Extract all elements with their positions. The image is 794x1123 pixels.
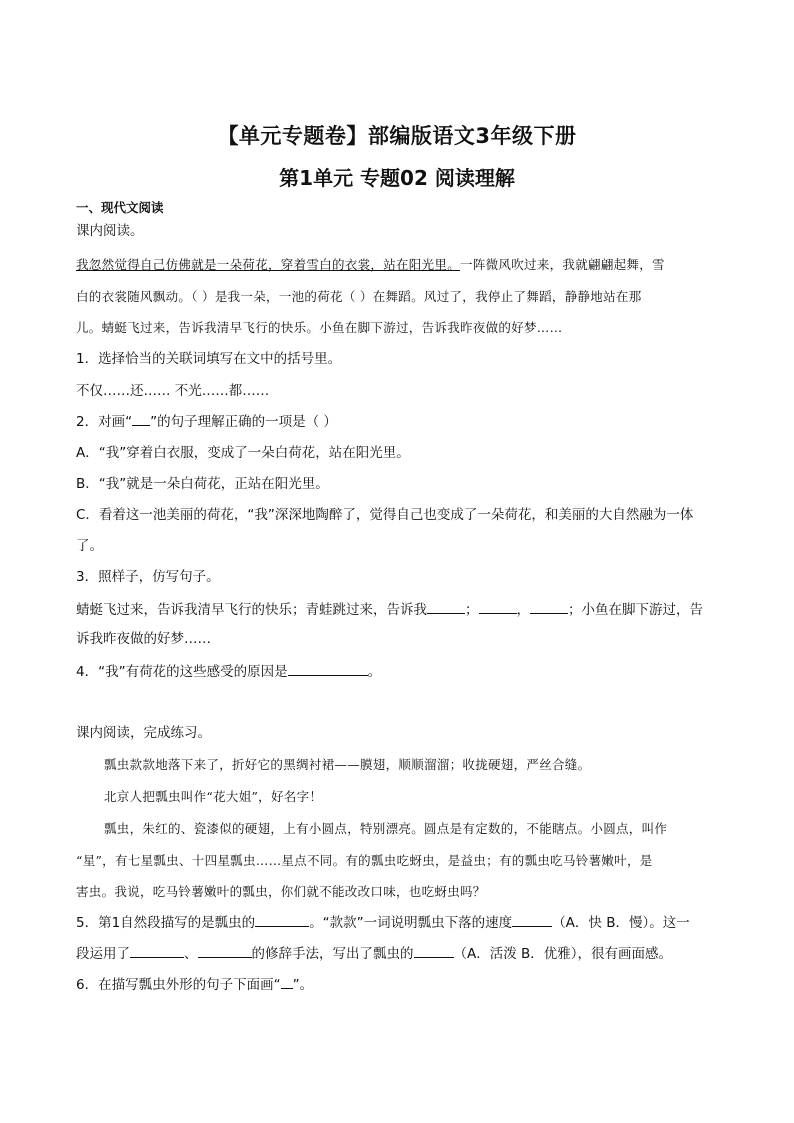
underline-mark <box>132 412 150 426</box>
section-heading: 一、现代文阅读 <box>76 200 164 215</box>
answer-blank[interactable] <box>198 944 252 958</box>
question-2: 2．对画“ ”的句子理解正确的一项是（ ） <box>76 414 337 430</box>
passage-line-3: 儿。蜻蜓飞过来，告诉我清早飞行的快乐。小鱼在脚下游过，告诉我昨夜做的好梦…… <box>76 320 563 335</box>
page-title: 【单元专题卷】部编版语文3年级下册 <box>217 124 577 148</box>
question-3-line-1: 蜻蜓飞过来，告诉我清早飞行的快乐；青蛙跳过来，告诉我 ； ， ；小鱼在脚下游过，告 <box>76 602 703 618</box>
passage2-para-1: 瓢虫款款地落下来了，折好它的黑绸衬裙——膜翅，顺顺溜溜；收拢硬翅，严丝合缝。 <box>104 757 591 772</box>
answer-blank[interactable] <box>255 913 309 927</box>
page-subtitle: 第1单元 专题02 阅读理解 <box>279 166 515 190</box>
question-6: 6．在描写瓢虫外形的句子下面画“ ”。 <box>76 977 314 993</box>
answer-blank[interactable] <box>414 944 454 958</box>
passage2-para-3-line-1: 瓢虫，朱红的、瓷漆似的硬翅，上有小圆点，特别漂亮。圆点是有定数的，不能瞎点。小圆点，叫作 <box>104 821 668 836</box>
reading-intro-2: 课内阅读，完成练习。 <box>76 725 211 741</box>
question-2-option-a: A．“我”穿着白衣服，变成了一朵白荷花，站在阳光里。 <box>76 445 410 461</box>
answer-blank[interactable] <box>479 600 517 614</box>
underlined-sentence: 我忽然觉得自己仿佛就是一朵荷花，穿着雪白的衣裳，站在阳光里。 <box>76 257 461 272</box>
answer-blank[interactable] <box>530 600 568 614</box>
question-3: 3．照样子，仿写句子。 <box>76 569 220 585</box>
question-1-options: 不仅……还…… 不光……都…… <box>76 383 270 399</box>
passage-line-1 <box>76 256 665 274</box>
question-2-option-c: C．看着这一池美丽的荷花，“我”深深地陶醉了，觉得自己也变成了一朵荷花，和美丽的大自然融为一体 <box>76 507 694 523</box>
passage2-para-3-line-2: “星”，有七星瓢虫、十四星瓢虫……星点不同。有的瓢虫吃蚜虫，是益虫；有的瓢虫吃马铃薯嫩叶，是 <box>76 853 653 868</box>
question-4: 4．“我”有荷花的这些感受的原因是 。 <box>76 664 382 680</box>
passage-line-1-rest: 一阵微风吹过来，我就翩翩起舞，雪 <box>460 257 665 272</box>
passage2-para-3-line-3: 害虫。我说，吃马铃薯嫩叶的瓢虫，你们就不能改改口味，也吃蚜虫吗？ <box>76 884 486 899</box>
answer-blank[interactable] <box>288 662 368 676</box>
question-1: 1．选择恰当的关联词填写在文中的括号里。 <box>76 351 342 367</box>
question-5: 5．第1自然段描写的是瓢虫的 。“款款”一词说明瓢虫下落的速度 （A．快 B．慢）。这一 <box>76 915 690 931</box>
underline-mark <box>281 975 293 989</box>
question-2-option-c-cont: 了。 <box>76 538 103 554</box>
answer-blank[interactable] <box>512 913 552 927</box>
answer-blank[interactable] <box>130 944 184 958</box>
passage2-para-2: 北京人把瓢虫叫作“花大姐”，好名字！ <box>104 789 323 804</box>
reading-intro-1: 课内阅读。 <box>76 223 144 239</box>
passage-line-2: 白的衣裳随风飘动。（ ）是我一朵，一池的荷花（ ）在舞蹈。风过了，我停止了舞蹈，静静地站在那 <box>76 289 642 304</box>
answer-blank[interactable] <box>427 600 465 614</box>
question-5-line-2: 段运用了 、 的修辞手法，写出了瓢虫的 （A．活泼 B．优雅），很有画面感。 <box>76 946 673 962</box>
question-3-line-2: 诉我昨夜做的好梦…… <box>76 631 211 647</box>
question-2-option-b: B．“我”就是一朵白荷花，正站在阳光里。 <box>76 476 329 492</box>
